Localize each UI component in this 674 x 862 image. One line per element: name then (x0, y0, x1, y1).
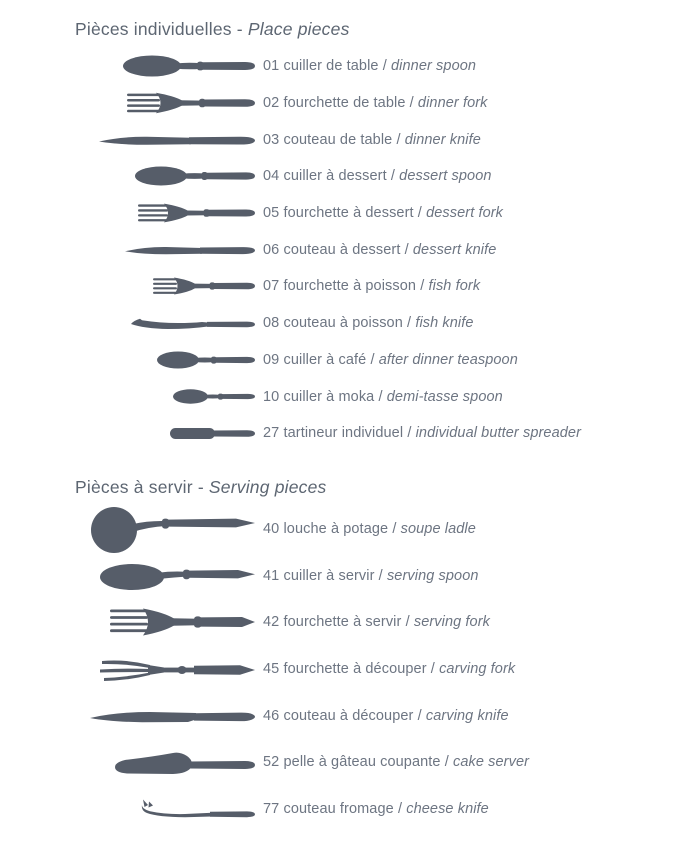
item-separator: / (397, 801, 403, 818)
item-code: 77 (263, 801, 280, 818)
item-name-en: serving fork (413, 614, 491, 631)
catalog-row (75, 739, 674, 786)
item-name-fr: couteau fromage (283, 801, 394, 818)
item-label (263, 521, 476, 537)
item-label (263, 708, 509, 724)
item-name-en: fish fork (428, 278, 481, 295)
item-name-fr: fourchette de table (283, 95, 406, 112)
item-label (263, 661, 515, 677)
item-name-en: demi-tasse spoon (386, 388, 503, 405)
section-title-fr: Pièces individuelles (75, 19, 232, 39)
item-separator: / (444, 754, 449, 771)
catalog-row (75, 268, 674, 305)
item-label (263, 801, 489, 817)
item-code: 27 (263, 425, 280, 442)
item-separator: / (417, 707, 422, 724)
item-label (263, 58, 476, 74)
item-name-fr: cuiller à café (283, 351, 367, 368)
item-code: 06 (263, 241, 280, 258)
catalog-row (75, 158, 674, 195)
catalog-row (75, 599, 674, 646)
butter-spreader-icon (75, 426, 255, 441)
item-label (263, 278, 480, 294)
item-name-fr: fourchette à découper (283, 660, 427, 677)
item-separator: / (392, 520, 397, 537)
item-name-fr: cuiller à servir (283, 567, 375, 584)
item-label (263, 425, 581, 441)
item-name-fr: fourchette à servir (283, 614, 402, 631)
cake-server-icon (75, 746, 255, 778)
catalog-row (75, 305, 674, 342)
section-title (75, 16, 674, 42)
item-separator: / (420, 278, 425, 295)
catalog-row (75, 786, 674, 833)
catalog-row (75, 378, 674, 415)
section-title-separator: - (236, 19, 243, 39)
item-separator: / (396, 131, 401, 148)
section-title-en: Serving pieces (208, 476, 327, 497)
item-name-fr: couteau à poisson (283, 315, 403, 332)
item-name-en: carving fork (439, 660, 516, 677)
item-separator: / (390, 168, 396, 185)
carving-knife-icon (75, 703, 255, 729)
item-name-en: dinner knife (404, 131, 481, 148)
item-separator: / (370, 351, 375, 368)
item-name-en: cake server (453, 754, 530, 771)
section-title (75, 474, 674, 500)
serving-fork-icon (75, 606, 255, 638)
item-code: 42 (263, 614, 280, 631)
item-separator: / (404, 241, 409, 258)
fish-fork-icon (75, 276, 255, 296)
item-name-fr: cuiller de table (283, 58, 379, 75)
item-code: 08 (263, 315, 280, 332)
catalog-row (75, 121, 674, 158)
dinner-fork-icon (75, 91, 255, 115)
item-name-fr: louche à potage (283, 520, 389, 537)
item-code: 07 (263, 278, 280, 295)
item-name-en: dessert fork (426, 205, 504, 222)
carving-fork-icon (75, 654, 255, 684)
catalog-row (75, 506, 674, 553)
item-name-en: dessert spoon (399, 168, 492, 185)
soup-ladle-icon (75, 505, 255, 553)
item-label (263, 168, 492, 184)
item-code: 45 (263, 660, 280, 677)
item-name-fr: couteau de table (283, 131, 393, 148)
serving-spoon-icon (75, 558, 255, 594)
dinner-spoon-icon (75, 54, 255, 78)
item-name-en: carving knife (425, 707, 509, 724)
item-separator: / (407, 315, 412, 332)
catalog-row (75, 552, 674, 599)
section-title-separator: - (197, 476, 204, 497)
item-label (263, 242, 496, 258)
item-name-en: after dinner teaspoon (378, 351, 518, 368)
section-rows (75, 506, 674, 833)
item-label (263, 754, 529, 770)
item-label (263, 352, 518, 368)
item-label (263, 568, 479, 584)
item-name-en: cheese knife (406, 801, 489, 818)
item-label (263, 614, 490, 630)
catalog-row (75, 231, 674, 268)
item-code: 01 (263, 58, 280, 75)
item-name-fr: fourchette à poisson (283, 278, 417, 295)
item-name-en: serving spoon (386, 567, 479, 584)
item-code: 41 (263, 567, 280, 584)
catalog-row (75, 195, 674, 232)
dessert-knife-icon (75, 240, 255, 260)
item-code: 02 (263, 95, 280, 112)
item-name-en: dessert knife (412, 241, 497, 258)
catalog-row (75, 342, 674, 379)
item-label (263, 389, 503, 405)
coffee-spoon-icon (75, 350, 255, 370)
item-name-en: individual butter spreader (415, 425, 582, 442)
section-title-en: Place pieces (247, 19, 350, 39)
dessert-fork-icon (75, 202, 255, 224)
item-separator: / (417, 205, 422, 222)
item-label (263, 315, 474, 331)
section-rows (75, 48, 674, 452)
item-name-fr: couteau à découper (283, 707, 414, 724)
item-name-en: fish knife (415, 315, 474, 332)
catalog-row (75, 692, 674, 739)
item-code: 10 (263, 388, 280, 405)
item-separator: / (378, 388, 383, 405)
item-code: 04 (263, 168, 280, 185)
item-name-fr: tartineur individuel (283, 425, 404, 442)
item-label (263, 205, 503, 221)
item-name-fr: couteau à dessert (283, 241, 401, 258)
catalog-row (75, 646, 674, 693)
section-place-pieces (75, 16, 674, 452)
item-separator: / (378, 567, 383, 584)
item-separator: / (405, 614, 410, 631)
catalog-row (75, 85, 674, 122)
item-code: 05 (263, 205, 280, 222)
cheese-knife-icon (75, 799, 255, 819)
item-name-en: dinner fork (417, 95, 488, 112)
catalog-row (75, 415, 674, 452)
item-code: 52 (263, 754, 280, 771)
item-separator: / (382, 58, 387, 75)
item-name-fr: fourchette à dessert (283, 205, 414, 222)
dessert-spoon-icon (75, 165, 255, 187)
item-code: 40 (263, 520, 280, 537)
item-name-en: soupe ladle (400, 520, 476, 537)
item-code: 46 (263, 707, 280, 724)
item-label (263, 132, 481, 148)
dinner-knife-icon (75, 129, 255, 151)
item-name-fr: cuiller à moka (283, 388, 375, 405)
moka-spoon-icon (75, 388, 255, 405)
catalog-row (75, 48, 674, 85)
section-title-fr: Pièces à servir (75, 476, 193, 497)
item-separator: / (409, 95, 414, 112)
item-code: 03 (263, 131, 280, 148)
item-separator: / (430, 660, 435, 677)
item-label (263, 95, 488, 111)
item-separator: / (407, 425, 412, 442)
fish-knife-icon (75, 313, 255, 333)
item-name-fr: cuiller à dessert (283, 168, 387, 185)
item-code: 09 (263, 351, 280, 368)
item-name-en: dinner spoon (391, 58, 477, 75)
item-name-fr: pelle à gâteau coupante (283, 754, 441, 771)
section-serving-pieces (75, 474, 674, 833)
